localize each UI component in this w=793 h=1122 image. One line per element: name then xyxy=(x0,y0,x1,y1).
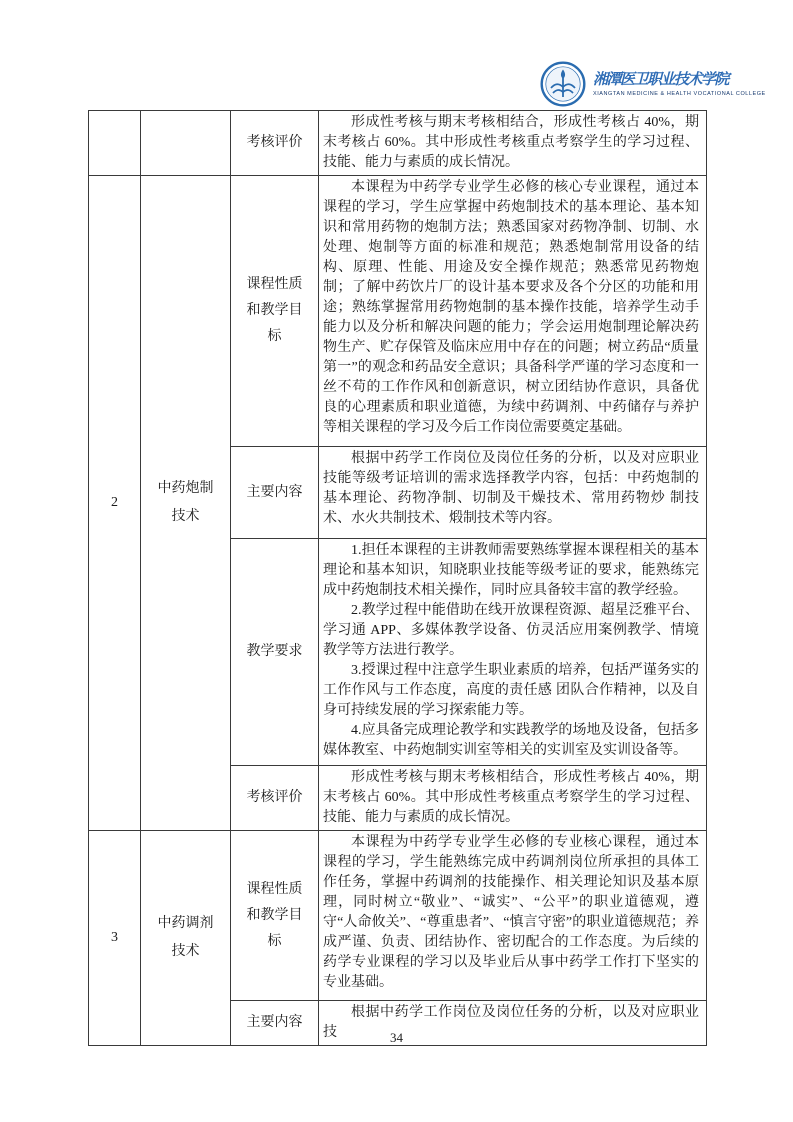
section-label-cell xyxy=(231,447,319,539)
section-label: 考核评价 xyxy=(246,790,303,805)
table-row-course2-nature xyxy=(89,176,707,447)
section-content: 根据中药学工作岗位及岗位任务的分析，以及对应职业技能等级考证培训的需求选择教学内容，包括：中药炮制的基本理论、药物净制、切制及干燥技术、常用药物炒 制技术、水火共制技术、煅制技术等内容。 xyxy=(323,451,699,526)
college-name-en: XIANGTAN MEDICINE & HEALTH VOCATIONAL COLLEGE xyxy=(593,91,766,97)
course-number-cell-empty xyxy=(89,111,141,176)
section-content-cell xyxy=(319,447,707,539)
college-header xyxy=(540,61,766,107)
section-content-paragraph: 3.授课过程中注意学生职业素质的培养，包括严谨务实的工作作风与工作态度，高度的责任感 团队合作精神，以及自身可持续发展的学习探索能力等。 xyxy=(323,663,699,718)
course-name: 中药调剂技术 xyxy=(157,916,214,959)
college-name-cn: 湘潭医卫职业技术学院 xyxy=(593,72,729,88)
section-label-cell xyxy=(231,831,319,1001)
section-content-paragraph: 1.担任本课程的主讲教师需要熟练掌握本课程相关的基本理论和基本知识，知晓职业技能等级考证的要求，能熟练完成中药炮制技术相关操作，同时应具备较丰富的教学经验。 xyxy=(323,543,699,598)
section-label: 课程性质和教学目标 xyxy=(246,277,303,344)
course-number-cell xyxy=(89,176,141,831)
section-content-paragraph: 4.应具备完成理论教学和实践教学的场地及设备，包括多媒体教室、中药炮制实训室等相关的实训室及实训设备等。 xyxy=(323,723,699,758)
section-content: 形成性考核与期末考核相结合，形成性考核占 40%，期末考核占 60%。其中形成性考核重点考察学生的学习过程、技能、能力与素质的成长情况。 xyxy=(323,770,699,825)
section-label: 考核评价 xyxy=(246,135,303,150)
section-content-cell xyxy=(319,111,707,176)
section-label: 课程性质和教学目标 xyxy=(246,881,303,949)
section-content: 本课程为中药学专业学生必修的核心专业课程，通过本课程的学习，学生应掌握中药炮制技术的基本理论、基本知识和常用药物的炮制方法；熟悉国家对药物净制、切制、水处理、炮制等方面的标准和规范；熟悉炮制常用设备的结构、原理、性能、用途及安全操作规范；熟悉常见药物炮制；了解中药饮片厂的设计基本要求及各个分区的功能和用途；熟练掌握常用药物炮制的基本操作技能，培养学生动手能力以及分析和解决问题的能力；学会运用炮制理论解决药物生产、贮存保管及临床应用中存在的问题；树立药品“质量第一”的观念和药品安全意识；具备科学严谨的学习态度和一丝不苟的工作作风和创新意识，树立团结协作意识，具备优良的心理素质和职业道德，为续中药调剂、中药储存与养护等相关课程的学习及今后工作岗位需要奠定基础。 xyxy=(323,180,699,435)
table-row-continuation xyxy=(89,111,707,176)
section-content-cell xyxy=(319,766,707,831)
section-content-cell xyxy=(319,539,707,766)
page-number: 34 xyxy=(390,1030,403,1045)
course-name-cell xyxy=(141,176,231,831)
section-content: 本课程为中药学专业学生必修的专业核心课程，通过本课程的学习，学生能熟练完成中药调剂岗位所承担的具体工作任务，掌握中药调剂的技能操作、相关理论知识及基本原理，同时树立“敬业”、“诚实”、“公平”的职业道德观，遵守“人命攸关”、“尊重患者”、“慎言守密”的职业道德规范；养成严谨、负责、团结协作、密切配合的工作态度。为后续的药学专业课程的学习以及毕业后从事中药学工作打下坚实的专业基础。 xyxy=(323,835,699,990)
course-name: 中药炮制技术 xyxy=(157,481,214,524)
section-content-paragraph: 2.教学过程中能借助在线开放课程资源、超星泛雅平台、学习通 APP、多媒体教学设备、仿灵活应用案例教学、情境教学等方法进行教学。 xyxy=(323,603,699,658)
table-row-course3-nature xyxy=(89,831,707,1001)
section-label: 教学要求 xyxy=(246,644,303,659)
course-number-cell xyxy=(89,831,141,1046)
section-content-cell xyxy=(319,831,707,1001)
section-label-cell xyxy=(231,539,319,766)
course-syllabus-table xyxy=(88,110,707,1046)
course-number: 3 xyxy=(111,930,118,945)
section-content-cell xyxy=(319,176,707,447)
college-name-block xyxy=(593,71,766,97)
section-content: 根据中药学工作岗位及岗位任务的分析，以及对应职业技 xyxy=(323,1005,699,1040)
course-number: 2 xyxy=(111,495,118,510)
section-label-cell xyxy=(231,176,319,447)
college-seal-icon xyxy=(540,61,586,107)
section-label: 主要内容 xyxy=(246,484,303,500)
course-name-cell xyxy=(141,831,231,1046)
section-label-cell xyxy=(231,766,319,831)
course-name-cell-empty xyxy=(141,111,231,176)
section-label-cell xyxy=(231,111,319,176)
section-content: 形成性考核与期末考核相结合，形成性考核占 40%，期末考核占 60%。其中形成性考核重点考察学生的学习过程、技能、能力与素质的成长情况。 xyxy=(323,115,699,170)
section-label: 主要内容 xyxy=(246,1015,303,1030)
